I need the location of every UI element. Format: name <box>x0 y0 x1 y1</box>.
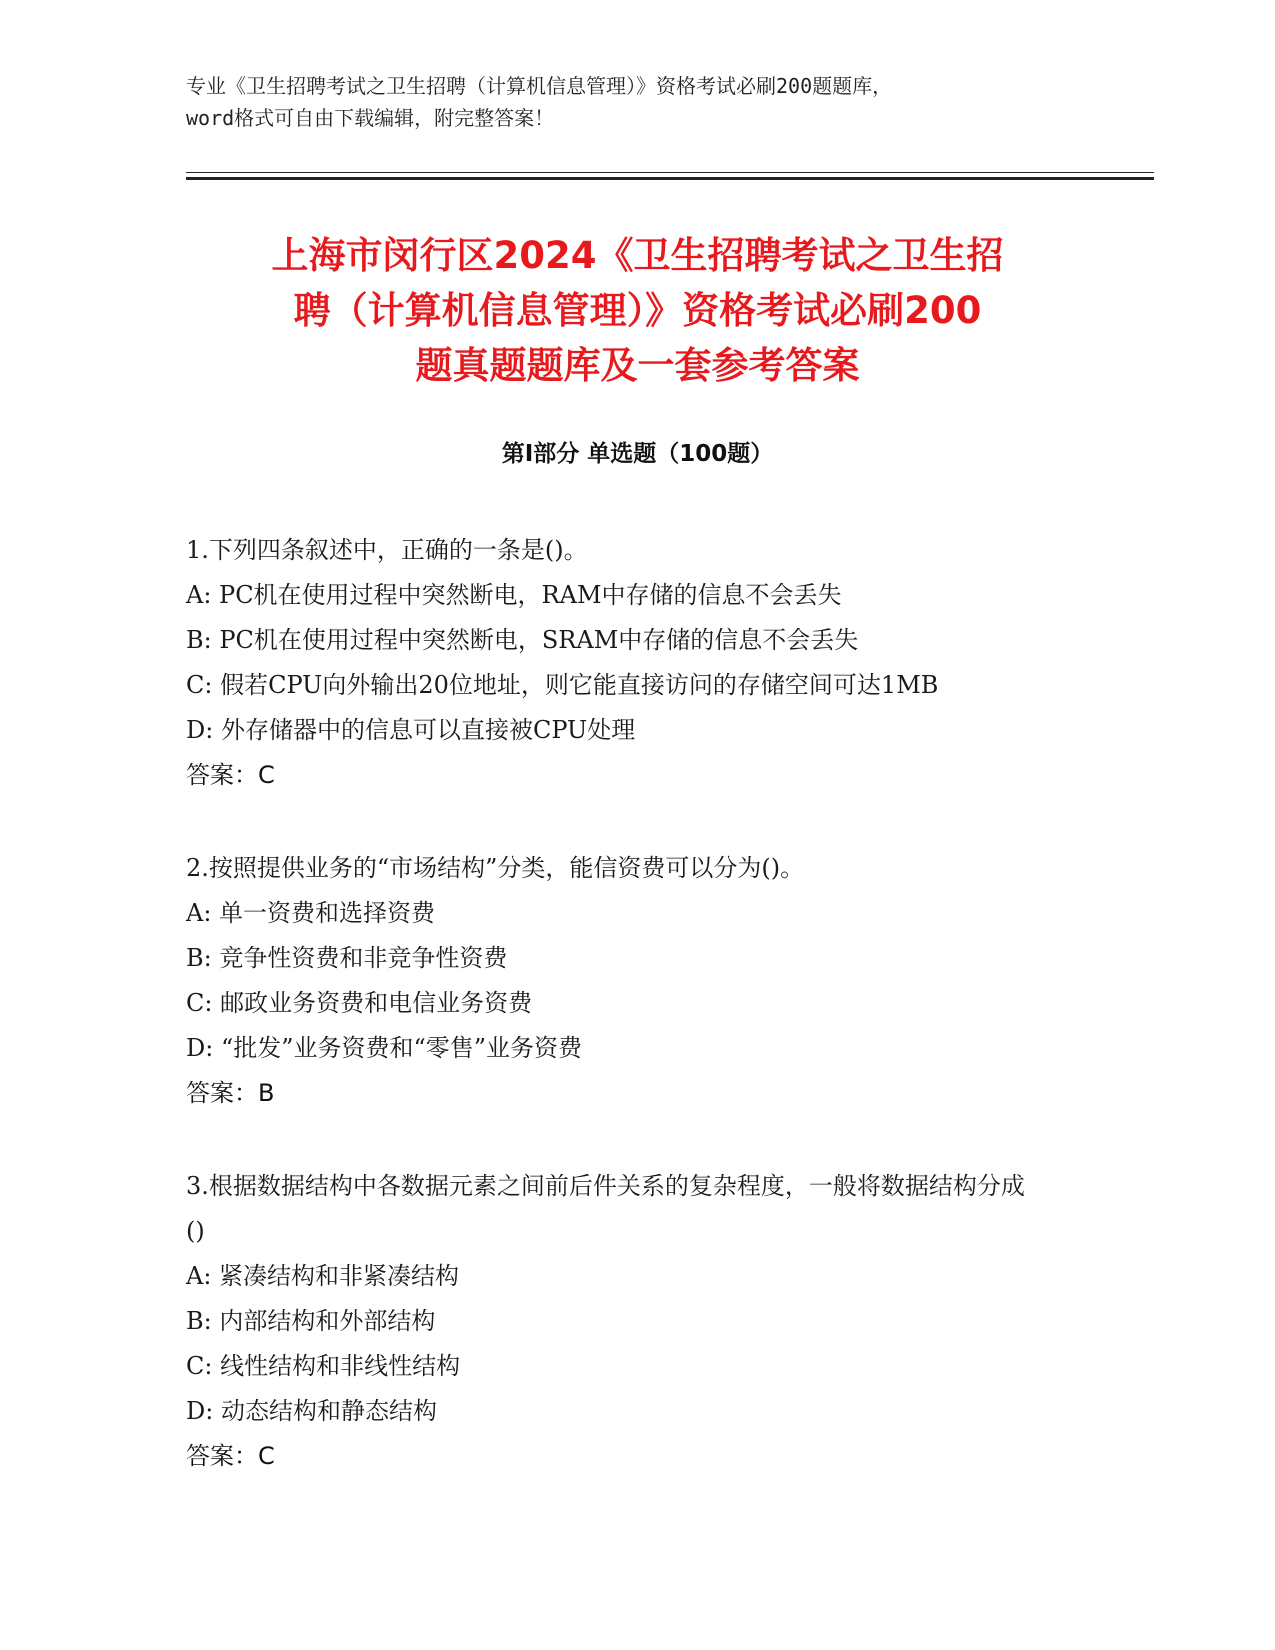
header-note <box>186 70 1106 134</box>
question-stem: 1.下列四条叙述中，正确的一条是()。 <box>186 536 588 564</box>
option-d: D: 外存储器中的信息可以直接被CPU处理 <box>186 716 636 744</box>
option-a: A: PC机在使用过程中突然断电，RAM中存储的信息不会丢失 <box>186 581 842 609</box>
question-list <box>186 528 1086 1527</box>
header-divider-thick <box>186 177 1154 180</box>
answer: 答案：C <box>186 1442 275 1470</box>
header-note-line-1: 专业《卫生招聘考试之卫生招聘（计算机信息管理）》资格考试必刷200题题库， <box>186 74 893 98</box>
question-stem: 2.按照提供业务的“市场结构”分类，能信资费可以分为()。 <box>186 854 805 882</box>
page-title-line-3: 题真题题库及一套参考答案 <box>415 344 860 387</box>
question-item <box>186 1164 1086 1479</box>
option-c: C: 假若CPU向外输出20位地址，则它能直接访问的存储空间可达1MB <box>186 671 939 699</box>
option-d: D: “批发”业务资费和“零售”业务资费 <box>186 1034 583 1062</box>
page-title-line-1: 上海市闵行区2024《卫生招聘考试之卫生招 <box>271 234 1004 277</box>
option-a: A: 紧凑结构和非紧凑结构 <box>186 1262 460 1290</box>
question-item <box>186 846 1086 1116</box>
answer: 答案：C <box>186 761 275 789</box>
header-divider-thin <box>186 172 1154 173</box>
option-b: B: 内部结构和外部结构 <box>186 1307 436 1335</box>
option-a: A: 单一资费和选择资费 <box>186 899 436 927</box>
header-note-line-2: word格式可自由下载编辑，附完整答案！ <box>186 106 555 130</box>
question-item <box>186 528 1086 798</box>
answer: 答案：B <box>186 1079 275 1107</box>
option-d: D: 动态结构和静态结构 <box>186 1397 437 1425</box>
option-c: C: 邮政业务资费和电信业务资费 <box>186 989 533 1017</box>
option-b: B: 竞争性资费和非竞争性资费 <box>186 944 508 972</box>
option-c: C: 线性结构和非线性结构 <box>186 1352 461 1380</box>
page-title-line-2: 聘（计算机信息管理）》资格考试必刷200 <box>293 289 982 332</box>
option-b: B: PC机在使用过程中突然断电，SRAM中存储的信息不会丢失 <box>186 626 859 654</box>
page-title <box>150 228 1125 393</box>
section-heading: 第Ⅰ部分 单选题（100题） <box>501 441 774 467</box>
question-stem: 3.根据数据结构中各数据元素之间前后件关系的复杂程度，一般将数据结构分成() <box>186 1172 1025 1245</box>
